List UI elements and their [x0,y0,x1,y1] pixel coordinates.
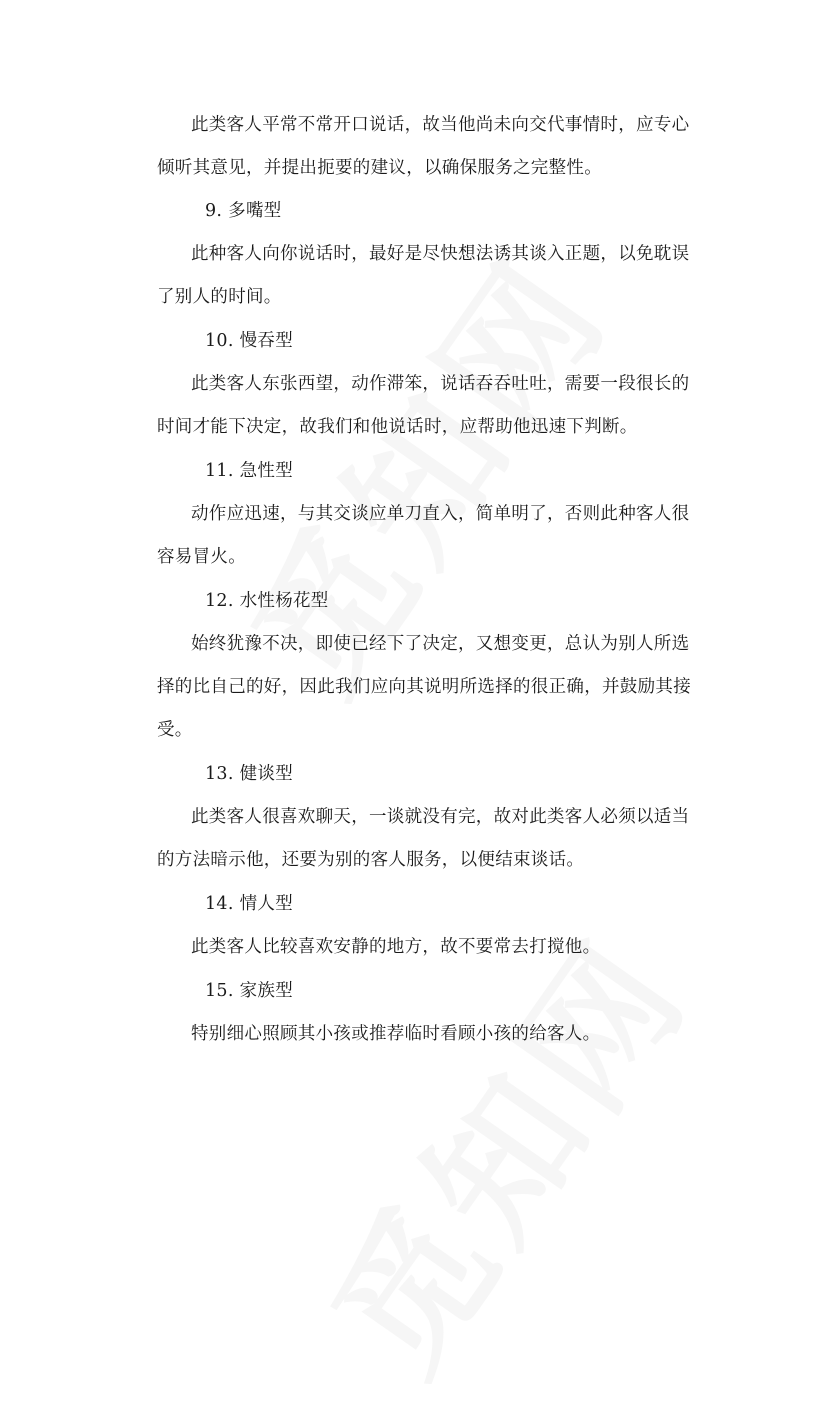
paragraph-line: 的方法暗示他，还要为别的客人服务，以便结束谈话。 [157,850,585,870]
paragraph-line: 此类客人比较喜欢安静的地方，故不要常去打搅他。 [191,937,601,957]
paragraph-line: 特别细心照顾其小孩或推荐临时看顾小孩的给客人。 [191,1024,601,1044]
paragraph-line: 此类客人平常不常开口说话，故当他尚未向交代事情时，应专心 [191,115,690,135]
section-heading: 10. 慢吞型 [205,331,293,351]
paragraph-line: 时间才能下决定，故我们和他说话时，应帮助他迅速下判断。 [157,417,638,437]
section-heading: 12. 水性杨花型 [205,591,329,611]
section-heading: 15. 家族型 [205,981,293,1001]
paragraph-line: 倾听其意见，并提出扼要的建议，以确保服务之完整性。 [157,158,602,178]
paragraph-line: 始终犹豫不决，即使已经下了决定，又想变更，总认为别人所选 [191,634,690,654]
paragraph-line: 了别人的时间。 [157,287,282,307]
paragraph-line: 此类客人东张西望，动作滞笨，说话吞吞吐吐，需要一段很长的 [191,374,690,394]
watermark [274,889,726,1406]
section-heading: 9. 多嘴型 [205,201,282,221]
paragraph-line: 择的比自己的好，因此我们应向其说明所选择的很正确，并鼓励其接 [157,677,691,697]
section-heading: 14. 情人型 [205,894,293,914]
paragraph-line: 此种客人向你说话时，最好是尽快想法诱其谈入正题，以免耽误 [191,244,690,264]
paragraph-line: 此类客人很喜欢聊天，一谈就没有完，故对此类客人必须以适当 [191,807,690,827]
paragraph-line: 受。 [157,720,193,740]
section-heading: 13. 健谈型 [205,764,293,784]
paragraph-line: 容易冒火。 [157,547,246,567]
section-heading: 11. 急性型 [205,461,293,481]
paragraph-line: 动作应迅速，与其交谈应单刀直入，简单明了，否则此种客人很 [191,504,690,524]
